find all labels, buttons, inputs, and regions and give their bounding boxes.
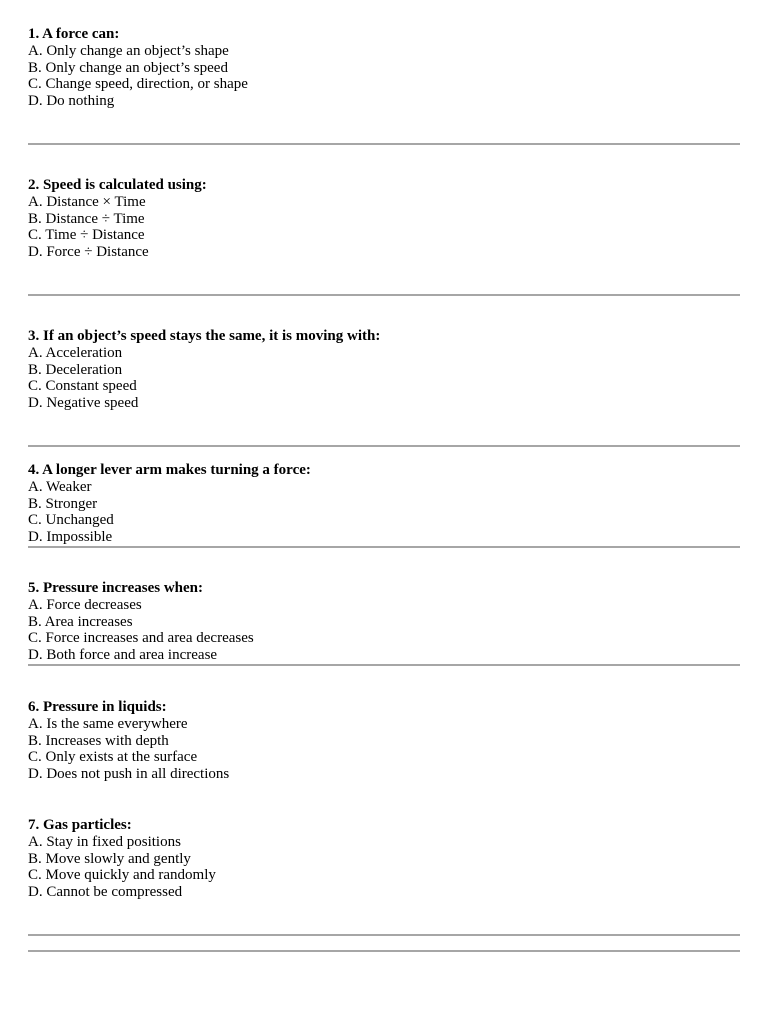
answer-option-a: A. Stay in fixed positions <box>28 833 181 850</box>
answer-option-b: B. Increases with depth <box>28 732 169 749</box>
answer-option-a: A. Is the same everywhere <box>28 715 188 732</box>
answer-option-c: C. Only exists at the surface <box>28 749 198 766</box>
answer-option-c: C. Force increases and area decreases <box>28 630 254 647</box>
divider-line <box>28 445 740 447</box>
question-title: 5. Pressure increases when: <box>28 579 203 596</box>
answer-option-b: B. Stronger <box>28 495 98 512</box>
question-5 <box>28 580 740 664</box>
question-title: 6. Pressure in liquids: <box>28 698 167 715</box>
question-title: 2. Speed is calculated using: <box>28 176 207 193</box>
answer-option-c: C. Unchanged <box>28 512 114 529</box>
question-1 <box>28 26 740 110</box>
answer-option-a: A. Distance × Time <box>28 193 146 210</box>
divider-line <box>28 934 740 936</box>
divider-line <box>28 546 740 548</box>
question-6 <box>28 699 740 783</box>
answer-option-a: A. Only change an object’s shape <box>28 42 229 59</box>
divider-line <box>28 664 740 666</box>
answer-option-b: B. Area increases <box>28 613 133 630</box>
question-3 <box>28 328 740 412</box>
answer-option-d: D. Force ÷ Distance <box>28 244 149 261</box>
divider-line <box>28 143 740 145</box>
question-2 <box>28 177 740 261</box>
answer-option-d: D. Cannot be compressed <box>28 884 183 901</box>
answer-option-c: C. Move quickly and randomly <box>28 867 216 884</box>
divider-line <box>28 950 740 952</box>
answer-option-d: D. Negative speed <box>28 395 139 412</box>
divider-line <box>28 294 740 296</box>
answer-option-d: D. Does not push in all directions <box>28 766 230 783</box>
question-4 <box>28 462 740 546</box>
answer-option-d: D. Impossible <box>28 529 113 546</box>
answer-option-c: C. Change speed, direction, or shape <box>28 76 248 93</box>
question-title: 4. A longer lever arm makes turning a force: <box>28 461 311 478</box>
answer-option-c: C. Time ÷ Distance <box>28 227 145 244</box>
answer-option-d: D. Both force and area increase <box>28 647 218 664</box>
answer-option-d: D. Do nothing <box>28 93 115 110</box>
answer-option-a: A. Weaker <box>28 478 92 495</box>
question-7 <box>28 817 740 901</box>
answer-option-b: B. Move slowly and gently <box>28 850 191 867</box>
answer-option-b: B. Distance ÷ Time <box>28 210 145 227</box>
question-title: 3. If an object’s speed stays the same, it is moving with: <box>28 327 381 344</box>
answer-option-a: A. Acceleration <box>28 344 123 361</box>
answer-option-b: B. Deceleration <box>28 361 123 378</box>
question-title: 1. A force can: <box>28 26 120 42</box>
answer-option-c: C. Constant speed <box>28 378 137 395</box>
quiz-document <box>28 26 740 952</box>
answer-option-b: B. Only change an object’s speed <box>28 59 228 76</box>
answer-option-a: A. Force decreases <box>28 596 142 613</box>
question-title: 7. Gas particles: <box>28 816 132 833</box>
